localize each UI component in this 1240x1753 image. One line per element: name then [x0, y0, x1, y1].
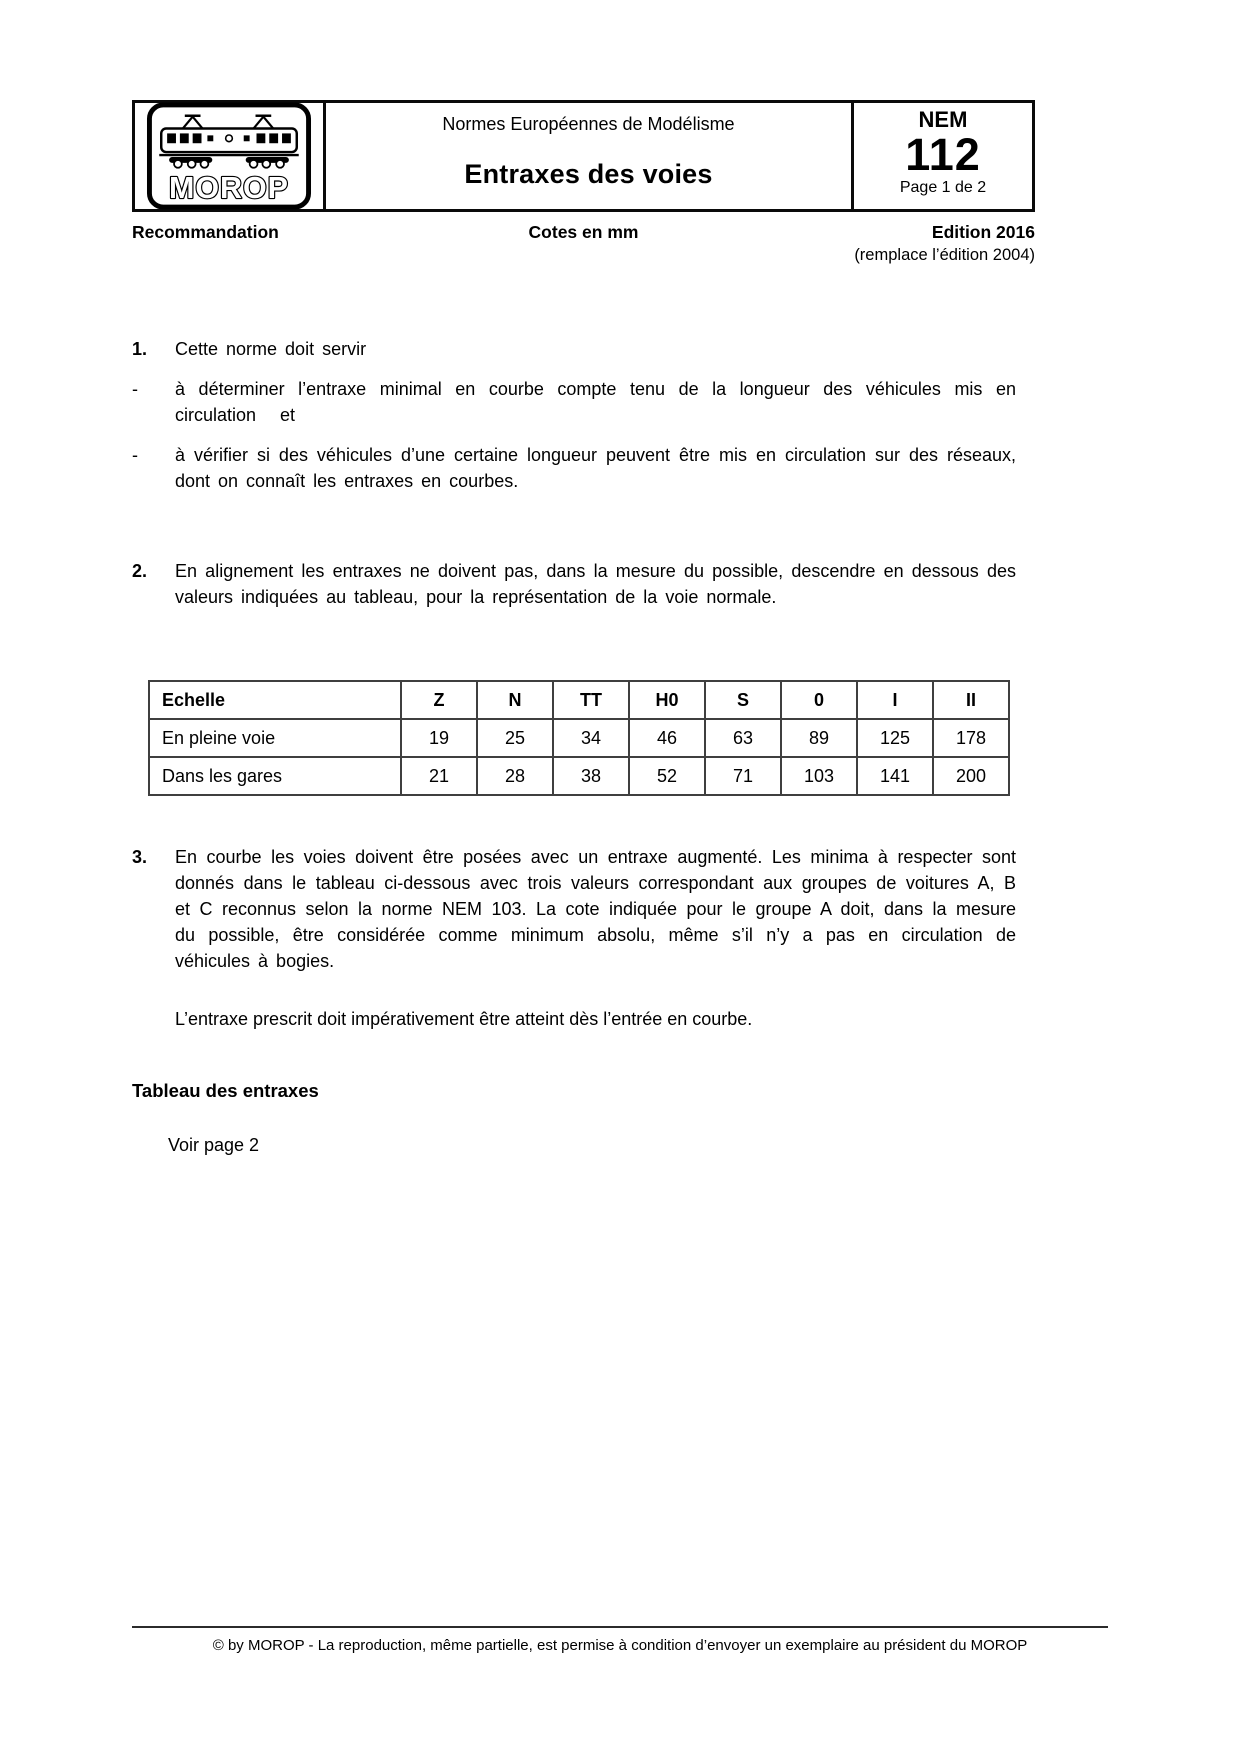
- voir-page-note: Voir page 2: [168, 1135, 260, 1155]
- table-cell: 141: [857, 757, 933, 795]
- item-1-text: Cette norme doit servir: [175, 339, 367, 359]
- item-3-followup: L’entraxe prescrit doit impérativement être atteint dès l’entrée en courbe.: [175, 1009, 753, 1029]
- table-cell: 178: [933, 719, 1009, 757]
- table-cell: 63: [705, 719, 781, 757]
- bullet-text: à vérifier si des véhicules d’une certaine longueur peuvent être mis en circulation sur des réseaux, dont on connaît les entraxes en courbes.: [175, 445, 1016, 491]
- entraxes-table: [148, 680, 1010, 796]
- edition-note: (remplace l’édition 2004): [854, 246, 1035, 264]
- table-cell: 125: [857, 719, 933, 757]
- item-2: [132, 558, 1016, 610]
- doc-title: Entraxes des voies: [464, 159, 713, 189]
- table-cell: 103: [781, 757, 857, 795]
- nem-number: 112: [905, 129, 981, 180]
- table-header-cell: TT: [553, 681, 629, 719]
- header-title-cell: [326, 103, 854, 209]
- table-cell: 200: [933, 757, 1009, 795]
- table-cell: 21: [401, 757, 477, 795]
- table-header-cell: Echelle: [149, 681, 401, 719]
- table-row: [149, 719, 1009, 757]
- header-nem-cell: [854, 103, 1032, 209]
- table-cell: 52: [629, 757, 705, 795]
- table-cell: 46: [629, 719, 705, 757]
- item-2-number: 2.: [132, 561, 148, 581]
- item-1-bullet-2: [132, 442, 1016, 494]
- table-cell: 34: [553, 719, 629, 757]
- meta-recommendation: Recommandation: [132, 222, 279, 242]
- item-2-text: En alignement les entraxes ne doivent pas, dans la mesure du possible, descendre en dessous des valeurs indiquées au tableau, pour la représentation de la voie normale.: [175, 561, 1016, 607]
- document-content: [132, 100, 1035, 1158]
- meta-row: [132, 220, 1035, 244]
- morop-locomotive-icon: [145, 101, 313, 211]
- table-header-cell: S: [705, 681, 781, 719]
- footer: [132, 1626, 1108, 1656]
- table-row: [149, 757, 1009, 795]
- page-indicator: Page 1 de 2: [899, 179, 987, 196]
- header-box: [132, 100, 1035, 212]
- bullet-marker: -: [132, 445, 138, 465]
- morop-logo: [135, 103, 326, 209]
- meta-edition: Edition 2016: [931, 222, 1035, 242]
- table-row-label: Dans les gares: [149, 757, 401, 795]
- copyright-text: © by MOROP - La reproduction, même partielle, est permise à condition d’envoyer un exemplaire au président du MOROP: [212, 1637, 1028, 1654]
- bullet-text: à déterminer l’entraxe minimal en courbe compte tenu de la longueur des véhicules mis en circulation et: [175, 379, 1016, 425]
- table-cell: 38: [553, 757, 629, 795]
- table-header-cell: 0: [781, 681, 857, 719]
- item-3-number: 3.: [132, 847, 148, 867]
- table-cell: 28: [477, 757, 553, 795]
- tableau-heading: Tableau des entraxes: [132, 1080, 319, 1101]
- morop-logo-text: MOROP: [169, 171, 289, 206]
- item-1-number: 1.: [132, 339, 148, 359]
- table-cell: 25: [477, 719, 553, 757]
- table-row-label: En pleine voie: [149, 719, 401, 757]
- org-line: Normes Européennes de Modélisme: [442, 114, 735, 134]
- item-1: [132, 336, 1016, 362]
- item-3-text: En courbe les voies doivent être posées avec un entraxe augmenté. Les minima à respecter sont donnés dans le tableau ci-dessous avec trois valeurs correspondant aux groupes de voitures A, B et C reconnus selon la norme NEM 103. La cote indiquée pour le groupe A doit, dans la mesure du possible, être considérée comme minimum absolu, même s’il n’y a pas en circulation de véhicules à bogies.: [175, 847, 1016, 971]
- nem-label: NEM: [918, 107, 968, 132]
- table-header-cell: II: [933, 681, 1009, 719]
- table-header-cell: Z: [401, 681, 477, 719]
- meta-units: Cotes en mm: [528, 222, 639, 242]
- item-3: [132, 844, 1016, 974]
- table-cell: 89: [781, 719, 857, 757]
- bullet-marker: -: [132, 379, 138, 399]
- table-header-cell: H0: [629, 681, 705, 719]
- table-cell: 19: [401, 719, 477, 757]
- table-header-cell: N: [477, 681, 553, 719]
- table-header-row: [149, 681, 1009, 719]
- table-header-cell: I: [857, 681, 933, 719]
- table-cell: 71: [705, 757, 781, 795]
- item-1-bullet-1: [132, 376, 1016, 428]
